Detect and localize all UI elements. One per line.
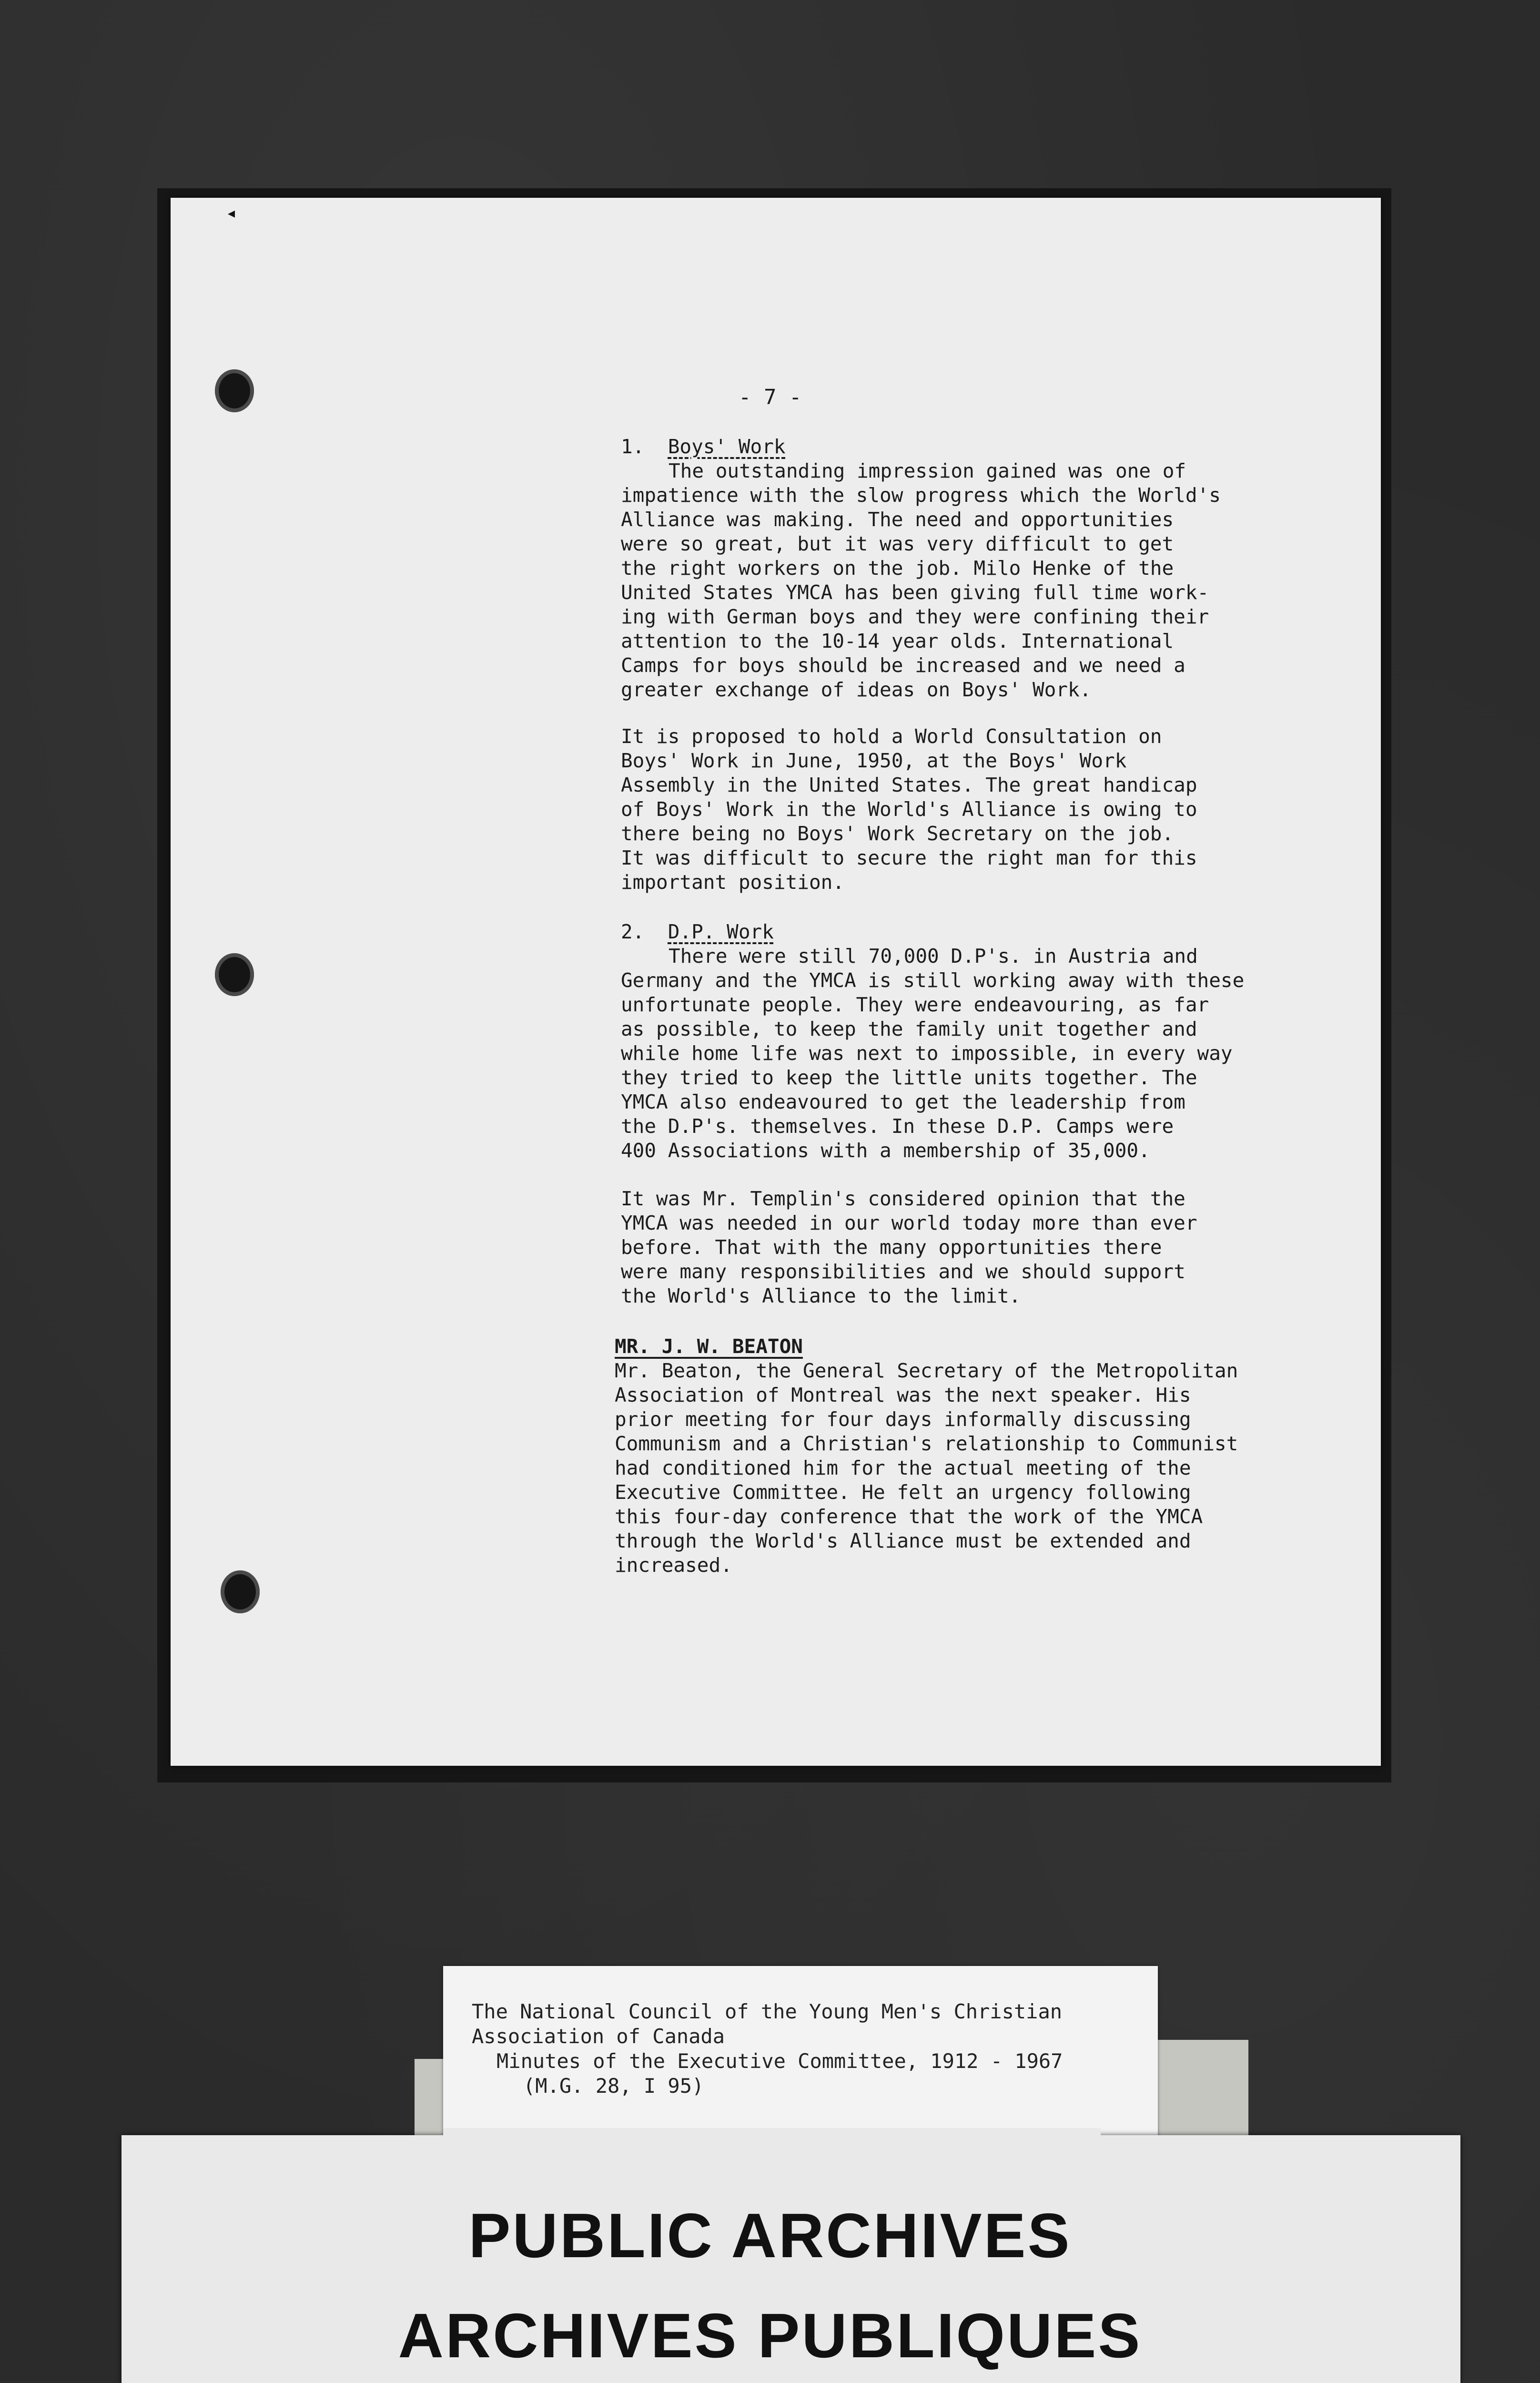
paragraph: There were still 70,000 D.P's. in Austria and Germany and the YMCA is still working away with these unfortunate people. They were endeavouring, as far as possible, to keep the family unit together and while home life was next to impossible, in every way they tried to keep the little units together. The YMCA also endeavoured to get the leadership from the D.P's. themselves. In these D.P. Camps were 400 Associations with a membership of 35,000. [621,945,1245,1162]
section-beaton [615,1334,1282,1578]
paragraph: It is proposed to hold a World Consultation on Boys' Work in June, 1950, at the Boys' Work Assembly in the United States. The great handicap of Boys' Work in the World's Alliance is owing to there being no Boys' Work Secretary on the job. It was difficult to secure the right man for this important position. [621,725,1197,894]
punch-hole-bottom [221,1570,260,1613]
section-heading [621,435,1288,459]
section-title: Boys' Work [668,435,786,458]
paragraph: The outstanding impression gained was one of impatience with the slow progress which the World's Alliance was making. The need and opportunities were so great, but it was very difficult to get the right workers on the job. Milo Henke of the United States YMCA has been giving full time work- ing with German boys and they were confining their attention to the 10-14 year olds. International Camps for boys should be increased and we need a greater exchange of ideas on Boys' Work. [621,459,1221,701]
paragraph-templin-opinion [621,1187,1288,1308]
section-number: 1. [621,435,645,458]
punch-hole-middle [215,953,254,996]
caption-line: Minutes of the Executive Committee, 1912 - 1967 [496,2049,1063,2073]
paragraph: Mr. Beaton, the General Secretary of the Metropolitan Association of Montreal was the next speaker. His prior meeting for four days informally discussing Communism and a Christian's relationship to Communist had conditioned him for the actual meeting of the Executive Committee. He felt an urgency following this four-day conference that the work of the YMCA through the World's Alliance must be extended and increased. [615,1359,1238,1577]
paragraph: It was Mr. Templin's considered opinion that the YMCA was needed in our world today more than ever before. That with the many opportunities there were many responsibilities and we should support the World's Alliance to the limit. [621,1187,1197,1307]
archive-title-french: ARCHIVES PUBLIQUES [398,2301,1142,2371]
section-dp-work [621,920,1288,1163]
archive-card-notch [443,2128,1101,2200]
section-heading [615,1334,1282,1359]
caption-line: The National Council of the Young Men's Christian [472,2000,1063,2023]
section-number: 2. [621,920,645,943]
archive-title-english: PUBLIC ARCHIVES [468,2200,1072,2271]
section-heading [621,920,1288,944]
section-title: MR. J. W. BEATON [615,1335,803,1358]
caption-text [472,1999,1063,2098]
caption-line: Association of Canada [472,2025,725,2048]
section-boys-work [621,435,1288,702]
paragraph-world-consultation [621,724,1288,895]
section-title: D.P. Work [668,920,774,943]
caption-line: (M.G. 28, I 95) [523,2074,704,2098]
punch-hole-top [215,369,254,412]
edge-mark: ◂ [228,205,235,222]
page-number: - 7 - [739,385,802,409]
